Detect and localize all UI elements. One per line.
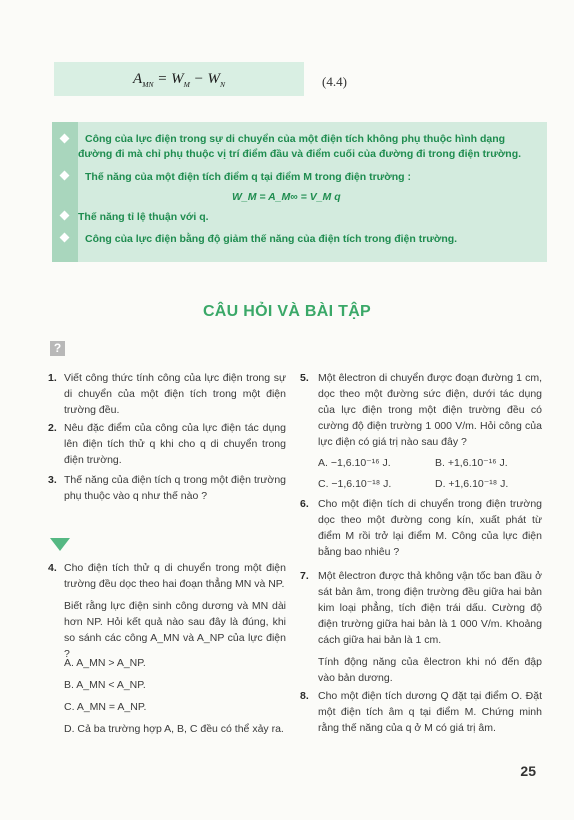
bullet-diamond-icon [60,171,70,181]
summary-line: đường đi mà chỉ phụ thuộc vị trí điểm đầu và điểm cuối của đường đi trong điện trường. [78,148,522,160]
answer-option: D. Cả ba trường hợp A, B, C đều có thể xảy ra. [64,723,284,735]
formula-number: (4.4) [322,74,347,89]
section-title: CÂU HỎI VÀ BÀI TẬP [202,303,372,320]
question-number: 4. [48,562,57,574]
answer-option: A. −1,6.10⁻¹⁶ J. [318,457,391,469]
answer-option: A. A_MN > A_NP. [64,657,146,669]
question-number: 8. [300,690,309,702]
summary-line: Công của lực điện trong sự di chuyển của một điện tích không phụ thuộc hình dạng [85,133,506,145]
question-text: Nêu đặc điểm của công của lực điện tác dụng lên điện tích thử q khi cho q di chuyển trong điện trường. [64,422,286,466]
question-text: Thế năng của điện tích q trong một điện trường phụ thuộc vào q như thế nào ? [64,474,286,502]
question-text: Một êlectron được thả không vận tốc ban đầu ở sát bản âm, trong điện trường đều giữa hai bản kim loại phẳng, tích điện trái dấu. Cường độ điện trường giữa hai bản là 1 000 V/m. Khoảng cách giữa hai bản là 1 cm. [318,570,542,646]
question-number: 1. [48,372,57,384]
summary-line: Thế năng của một điện tích điểm q tại điểm M trong điện trường : [85,171,411,183]
question-number: 3. [48,474,57,486]
answer-option: C. −1,6.10⁻¹⁸ J. [318,478,392,490]
question-number: 2. [48,422,57,434]
question-number: 6. [300,498,309,510]
question-text: Một êlectron di chuyển được đoạn đường 1 cm, dọc theo một đường sức điện, dưới tác dụng của lực điện trong một điện trường đều có cường độ điện trường 1 000 V/m. Hỏi công của lực điện có giá trị nào sau đây ? [318,372,542,448]
summary-strip [52,122,78,262]
page-number: 25 [520,763,536,779]
answer-option: B. +1,6.10⁻¹⁶ J. [435,457,508,469]
question-text: Biết rằng lực điện sinh công dương và MN dài hơn NP. Hỏi kết quả nào sau đây là đúng, khi so sánh các công A_MN và A_NP của lực điện ? [64,600,286,660]
summary-line: Thế năng tỉ lệ thuận với q. [78,211,209,223]
bullet-diamond-icon [60,233,70,243]
question-mark-icon: ? [50,341,65,356]
question-text: Viết công thức tính công của lực điện trong sự di chuyển của một điện tích trong một điện trường đều. [64,372,286,416]
question-text: Tính động năng của êlectron khi nó đến đập vào bản dương. [318,656,542,684]
bullet-diamond-icon [60,211,70,221]
summary-box [52,122,547,262]
summary-formula: W_M = A_M∞ = V_M q [232,191,341,203]
question-number: 7. [300,570,309,582]
formula-4-4: $A_{MN} = W_M - W_N$ [133,71,225,89]
question-text: Cho điện tích thử q di chuyển trong một điện trường đều dọc theo hai đoạn thẳng MN và NP. [64,562,286,590]
answer-option: D. +1,6.10⁻¹⁸ J. [435,478,509,490]
bullet-diamond-icon [60,134,70,144]
answer-option: C. A_MN = A_NP. [64,701,147,713]
answer-option: B. A_MN < A_NP. [64,679,146,691]
question-number: 5. [300,372,309,384]
triangle-marker-icon [50,538,70,551]
question-text: Cho một điện tích di chuyển trong điện trường dọc theo một đường cong kín, xuất phát từ điểm M rồi trở lại điểm M. Công của lực điện bằng bao nhiêu ? [318,498,542,558]
formula-box [54,62,304,96]
question-text: Cho một điện tích dương Q đặt tại điểm O. Đặt một điện tích âm q tại điểm M. Chứng minh rằng thế năng của q ở M có giá trị âm. [318,690,542,734]
summary-line: Công của lực điện bằng độ giảm thế năng của điện tích trong điện trường. [85,233,458,245]
